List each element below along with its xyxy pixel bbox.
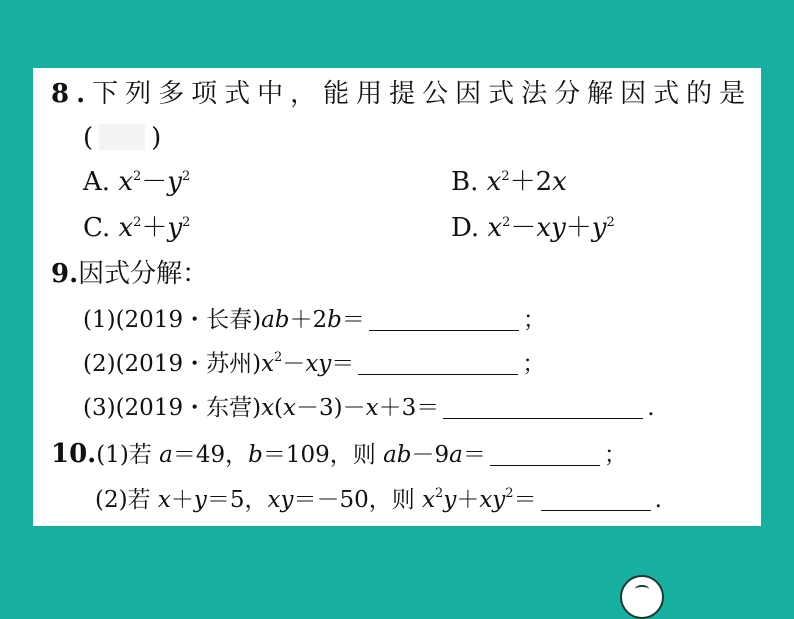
q9-part-1: (1)(2019・长春)ab＋2b＝ ； — [83, 307, 546, 333]
q9-part-3: (3)(2019・东营)x(x－3)－x＋3＝ . — [83, 395, 655, 421]
q9-number: 9. — [51, 259, 79, 289]
q8-answer-slot[interactable] — [99, 124, 145, 150]
q10-part-1: 10.(1)若 a＝49，b＝109，则 ab－9a＝ ； — [51, 439, 627, 469]
q9-part-1-answer-blank[interactable] — [369, 306, 519, 331]
q9-part-2-answer-blank[interactable] — [358, 350, 518, 375]
q9-part-2: (2)(2019・苏州)$x^2-xy=$ ； — [83, 350, 546, 377]
q8-option-b: B. $x^2+2x$ — [451, 167, 567, 197]
q10-part-2: (2)若 x＋y＝5，xy＝－50，则 $x^2y+xy^2=$ . — [95, 486, 662, 513]
q8-option-d: D. $x^2-xy+y^2$ — [451, 213, 615, 243]
q9-stem: 9.因式分解： — [51, 259, 209, 289]
q9-part-3-answer-blank[interactable] — [443, 394, 643, 419]
q10-part-2-answer-blank[interactable] — [541, 486, 651, 511]
worksheet-card — [33, 68, 761, 526]
q10-part-1-answer-blank[interactable] — [490, 441, 600, 466]
cartoon-face-icon — [620, 575, 664, 619]
q10-number: 10. — [51, 439, 97, 469]
q8-text: 下列多项式中，能用提公因式法分解因式的是 — [92, 79, 753, 109]
q8-option-a: A. $x^2-y^2$ — [83, 167, 191, 197]
q8-answer-paren: ( ) — [83, 123, 162, 153]
q8-number: 8. — [51, 79, 93, 109]
q8-option-c: C. $x^2+y^2$ — [83, 213, 191, 243]
q8-stem — [51, 78, 752, 110]
